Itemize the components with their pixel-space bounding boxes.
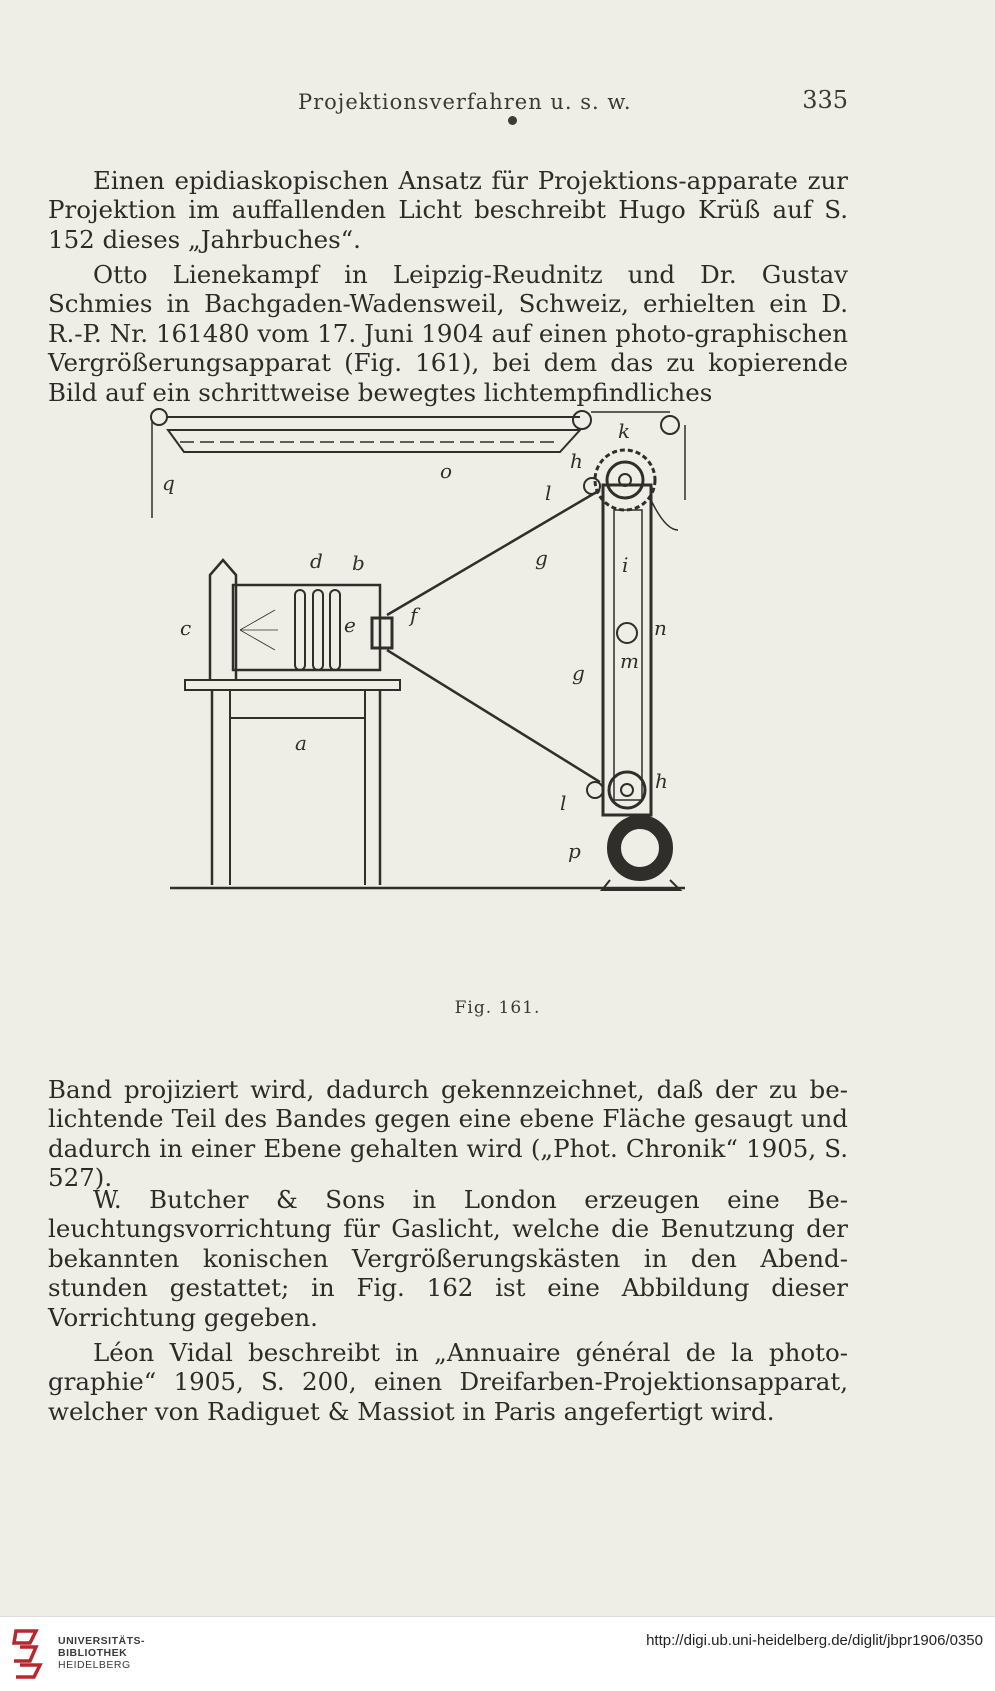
label-l-top: l	[545, 481, 552, 505]
page-header	[48, 86, 848, 120]
middle-roller-n	[617, 623, 637, 643]
label-g-top: g	[535, 546, 548, 570]
running-title: Projektionsverfahren u. s. w.	[298, 90, 632, 114]
paragraph-2: Otto Lienekampf in Leipzig-Reudnitz und Dr. Gustav Schmies in Bachgaden-Wadensweil, Schweiz, erhielten ein D. R.-P. Nr. 161480 vom 17. Juni 1904 auf einen photo-graphischen Vergrößerungsapparat (Fig. 161), bei dem das zu kopierende Bild auf ein schrittweise bewegtes lichtempfindliches	[48, 259, 848, 407]
label-b: b	[352, 551, 365, 575]
label-p: p	[568, 839, 581, 863]
small-roller-l-bottom	[587, 782, 603, 798]
lens-f	[372, 618, 392, 648]
heidelberg-library-logo-icon	[10, 1627, 54, 1681]
library-name-line2: BIBLIOTHEK	[58, 1647, 128, 1659]
label-l-bottom: l	[560, 791, 567, 815]
paragraph-4: W. Butcher & Sons in London erzeugen eine Be-leuchtungsvorrichtung für Gaslicht, welche die Benutzung der bekannten konischen Vergrößerungskästen in den Abend-stunden gestattet; in Fig. 162 ist eine Abbildung dieser Vorrichtung gegeben.	[48, 1184, 848, 1332]
label-d: d	[310, 549, 323, 573]
page-number: 335	[802, 86, 848, 114]
source-url-link[interactable]: http://digi.ub.uni-heidelberg.de/diglit/jbpr1906/0350	[646, 1632, 983, 1649]
label-h-bottom: h	[655, 769, 668, 793]
library-name-line3: HEIDELBERG	[58, 1659, 131, 1671]
label-h-top: h	[570, 449, 583, 473]
library-name	[58, 1635, 145, 1671]
top-left-roller	[151, 409, 167, 425]
paragraph-5: Léon Vidal beschreibt in „Annuaire général de la photo-graphie“ 1905, S. 200, einen Dreifarben-Projektionsapparat, welcher von Radiguet & Massiot in Paris angefertigt wird.	[48, 1337, 848, 1426]
ink-dot	[508, 116, 517, 125]
figure-161-enlarging-apparatus	[140, 390, 760, 970]
label-n: n	[654, 616, 667, 640]
paragraph-3: Band projiziert wird, dadurch gekennzeichnet, daß der zu be-lichtende Teil des Bandes gegen eine ebene Fläche gesaugt und dadurch in einer Ebene gehalten wird („Phot. Chronik“ 1905, S. 527).	[48, 1074, 848, 1192]
figure-caption: Fig. 161.	[454, 998, 541, 1018]
label-e: e	[344, 613, 356, 637]
label-a: a	[295, 731, 307, 755]
library-footer	[0, 1616, 995, 1691]
label-f: f	[410, 603, 418, 627]
label-g-bottom: g	[572, 661, 585, 685]
label-o: o	[440, 459, 453, 483]
label-c: c	[180, 616, 192, 640]
label-i: i	[622, 553, 629, 577]
table-top	[185, 680, 400, 690]
paragraph-1: Einen epidiaskopischen Ansatz für Projektions-apparate zur Projektion im auffallenden Licht beschreibt Hugo Krüß auf S. 152 dieses „Jahrbuches“.	[48, 165, 848, 254]
label-k: k	[618, 419, 631, 443]
library-name-line1: UNIVERSITÄTS-	[58, 1635, 146, 1647]
roller-q	[661, 416, 679, 434]
label-m: m	[620, 649, 639, 673]
label-q-left: q	[162, 471, 175, 495]
roller-k	[573, 411, 591, 429]
camera-box	[233, 585, 380, 670]
